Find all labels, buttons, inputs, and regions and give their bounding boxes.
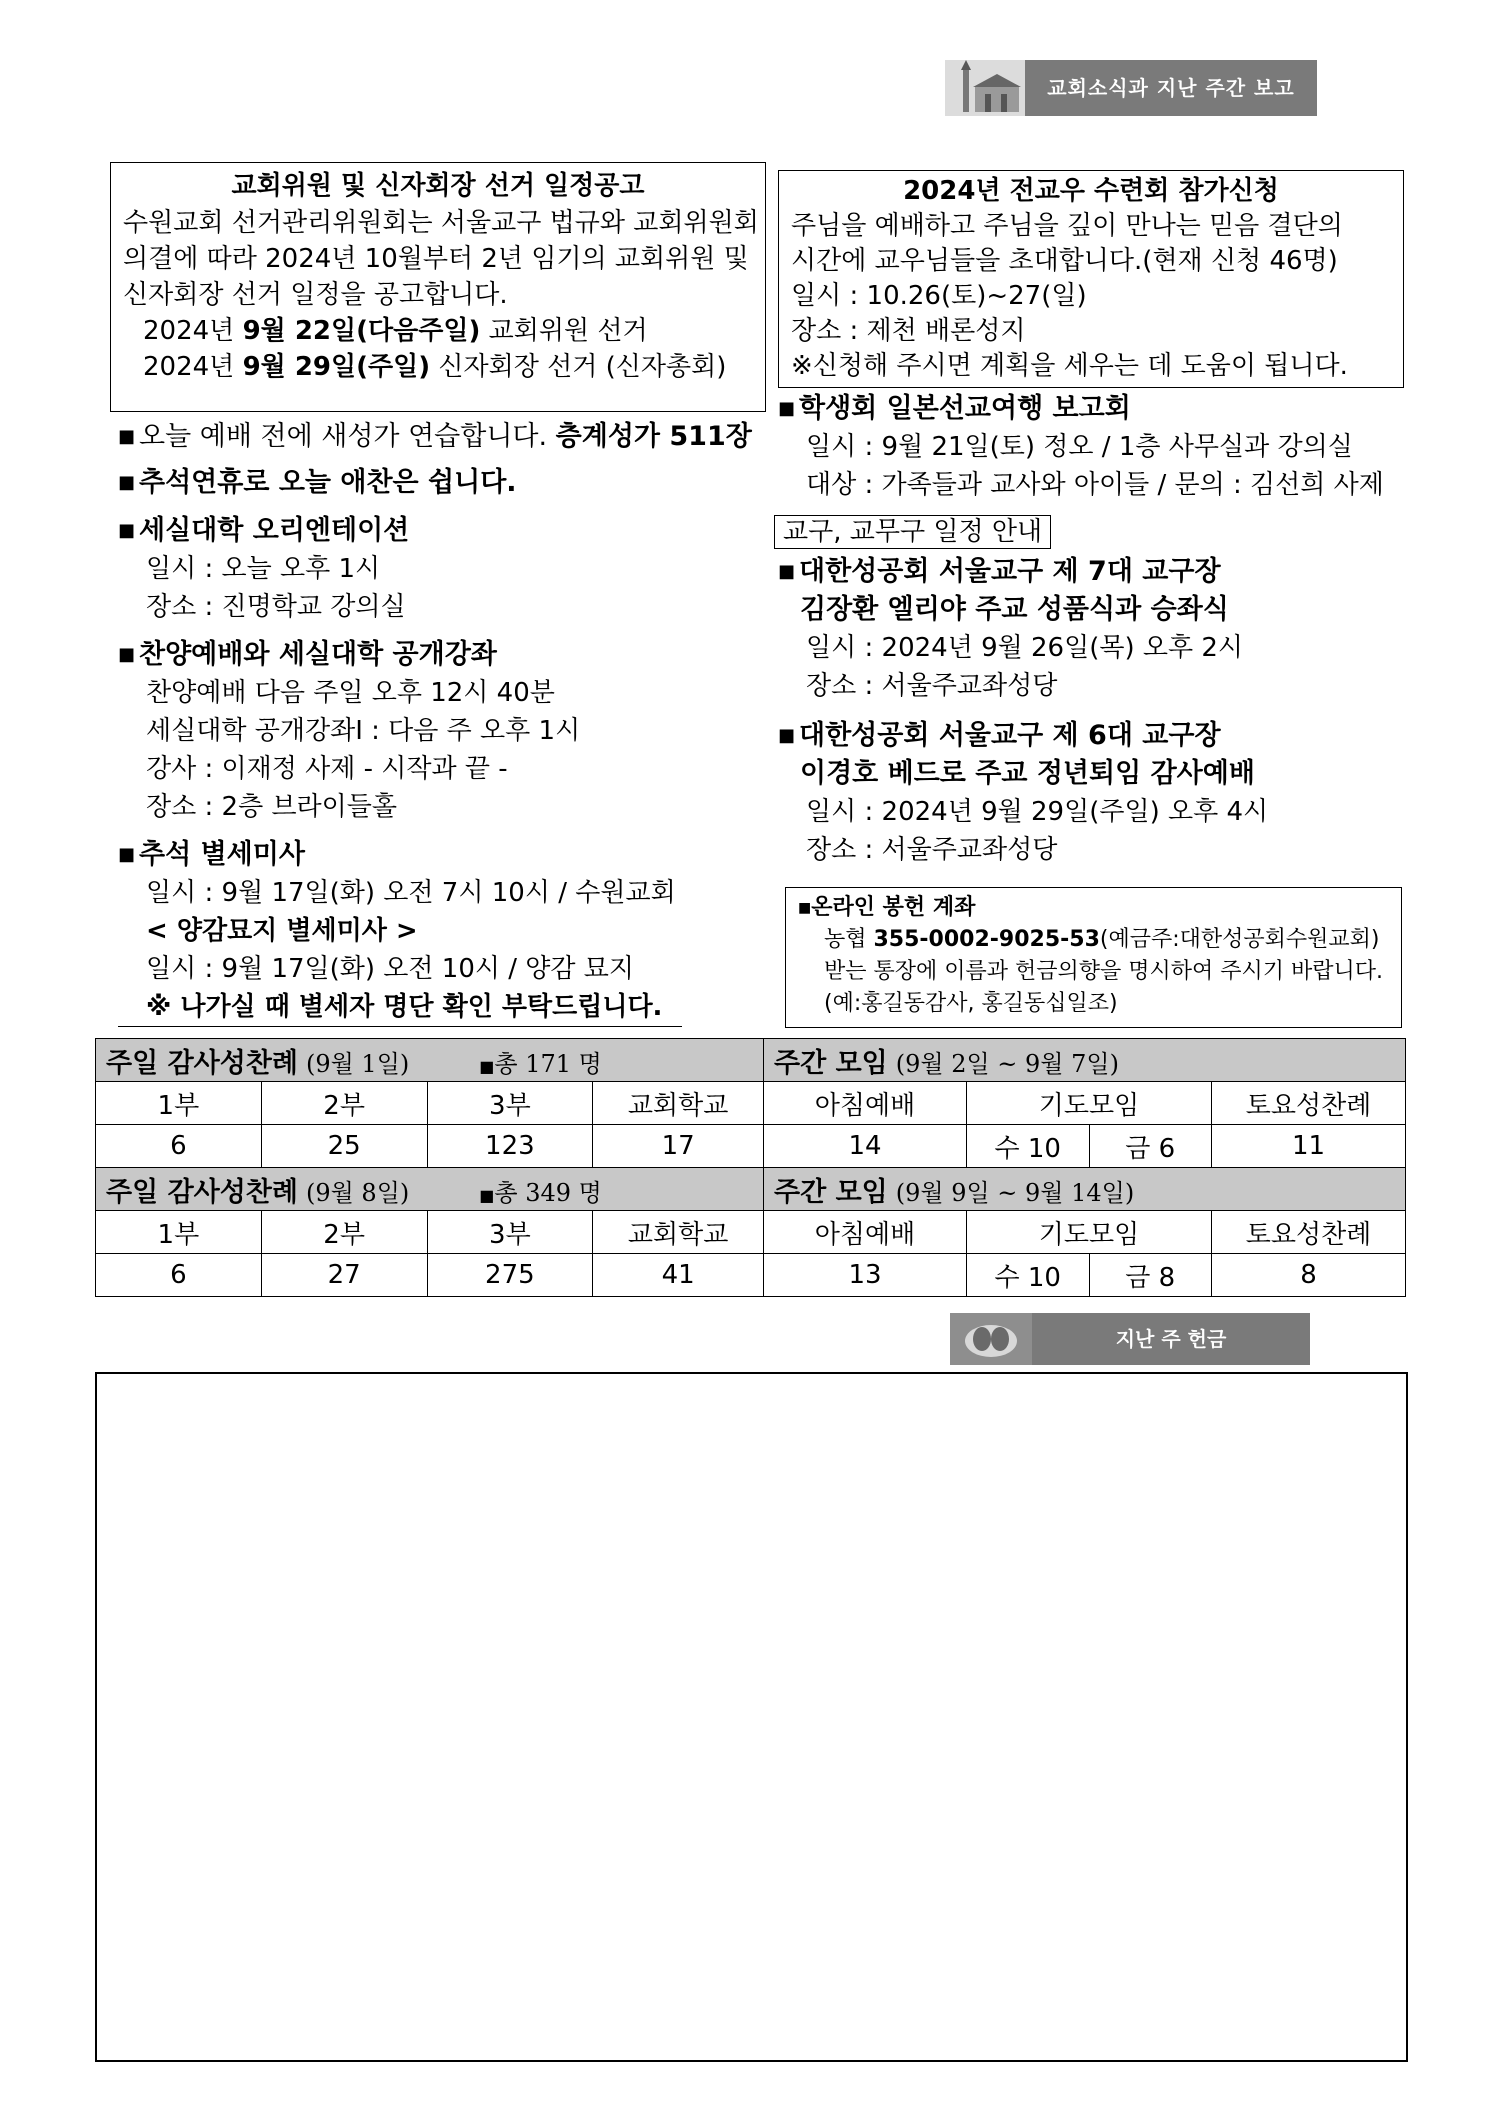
bishop6-line: 일시 : 2024년 9월 29일(주일) 오후 4시 [806,797,1269,827]
table-cell: 123 [427,1125,593,1168]
chuseok-mass-line: 일시 : 9월 17일(화) 오전 7시 10시 / 수원교회 [146,878,676,908]
election-notice-line: 신자회장 선거 일정을 공고합니다. [123,280,508,310]
offering-hands-image [950,1313,1032,1365]
table-cell: 8 [1212,1254,1406,1297]
table-header: 아침예배 [764,1082,967,1125]
retreat-notice-line: 일시 : 10.26(토)~27(일) [791,281,1087,311]
diocese-schedule-tag: 교구, 교무구 일정 안내 [774,515,1051,549]
bishop7-title: ■ 대한성공회 서울교구 제 7대 교구장 [778,556,1221,587]
lecture-line: 세실대학 공개강좌Ⅰ : 다음 주 오후 1시 [146,716,581,746]
retreat-notice-line: 주님을 예배하고 주님을 깊이 만나는 믿음 결단의 [791,211,1343,241]
table-cell: 금 8 [1089,1254,1212,1297]
table-header: 교회학교 [593,1211,764,1254]
online-offering-box [785,887,1402,1028]
attendance-table [95,1038,1406,1297]
bishop7-line: 장소 : 서울주교좌성당 [806,671,1058,701]
table-header: 기도모임 [966,1211,1211,1254]
election-date-2: 2024년 9월 29일(주일) 신자회장 선거 (신자총회) [143,352,727,382]
table-header: 2부 [261,1211,427,1254]
bullet-icon: ■ [479,1056,495,1076]
table-cell: 11 [1212,1125,1406,1168]
table-header: 토요성찬례 [1212,1211,1406,1254]
orientation-line: 장소 : 진명학교 강의실 [146,592,406,622]
lecture-title: ■ 찬양예배와 세실대학 공개강좌 [118,639,497,670]
table-cell: 6 [96,1125,262,1168]
table-header: 아침예배 [764,1211,967,1254]
week2-value-row [96,1254,1406,1297]
table-header: 교회학교 [593,1082,764,1125]
week1-summary-row [96,1039,1406,1082]
last-week-offering-label: 지난 주 헌금 [1032,1313,1310,1365]
election-date-1: 2024년 9월 22일(다음주일) 교회위원 선거 [143,316,648,346]
table-cell: 13 [764,1254,967,1297]
bullet-icon: ■ [778,725,796,746]
retreat-notice-title: 2024년 전교우 수련회 참가신청 [903,176,1279,206]
church-building-image [945,60,1025,116]
week2-header-row [96,1211,1406,1254]
lecture-line: 강사 : 이재정 사제 - 시작과 끝 - [146,754,508,784]
left-column [118,418,758,1027]
right-column [778,390,1408,504]
bishop6-line: 장소 : 서울주교좌성당 [806,835,1058,865]
lecture-line: 장소 : 2층 브라이들홀 [146,792,398,822]
student-report-line: 대상 : 가족들과 교사와 아이들 / 문의 : 김선희 사제 [806,470,1384,500]
bishop6-title: ■ 대한성공회 서울교구 제 6대 교구장 [778,720,1221,751]
retreat-notice-box [778,170,1404,388]
table-cell: 6 [96,1254,262,1297]
bullet-icon: ■ [778,398,796,419]
table-header: 2부 [261,1082,427,1125]
election-notice-box [110,162,766,412]
election-notice-line: 의결에 따라 2024년 10월부터 2년 임기의 교회위원 및 [123,244,749,274]
practice-notice: ■ 오늘 예배 전에 새성가 연습합니다. 층계성가 511장 [118,421,752,452]
table-cell: 14 [764,1125,967,1168]
bishop6-subtitle: 이경호 베드로 주교 정년퇴임 감사예배 [800,758,1255,789]
table-header: 토요성찬례 [1212,1082,1406,1125]
table-header: 3부 [427,1211,593,1254]
weekly-summary-cell: 주간 모임 (9월 2일 ~ 9월 7일) [764,1039,1406,1082]
retreat-notice-line: 시간에 교우님들을 초대합니다.(현재 신청 46명) [791,246,1338,276]
chuseok-notice: ■ 추석연휴로 오늘 애찬은 쉽니다. [118,467,517,498]
table-header: 기도모임 [966,1082,1211,1125]
table-cell: 수 10 [966,1254,1089,1297]
student-report-line: 일시 : 9월 21일(토) 정오 / 1층 사무실과 강의실 [806,432,1353,462]
chuseok-mass-line: 일시 : 9월 17일(화) 오전 10시 / 양감 묘지 [146,954,635,984]
election-notice-title: 교회위원 및 신자회장 선거 일정공고 [231,171,645,201]
chuseok-mass-subtitle: < 양감묘지 별세미사 > [146,916,418,946]
election-notice-line: 수원교회 선거관리위원회는 서울교구 법규와 교회위원회 [123,208,759,238]
offering-account: 농협 355-0002-9025-53(예금주:대한성공회수원교회) [824,927,1380,952]
offering-report-box [95,1372,1408,2062]
chuseok-mass-note: ※ 나가실 때 별세자 명단 확인 부탁드립니다. [118,988,682,1027]
orientation-line: 일시 : 오늘 오후 1시 [146,554,381,584]
bullet-icon: ■ [118,644,136,665]
table-header: 3부 [427,1082,593,1125]
bishop7-line: 일시 : 2024년 9월 26일(목) 오후 2시 [806,633,1244,663]
bullet-icon: ■ [798,900,812,916]
table-cell: 41 [593,1254,764,1297]
weekly-summary-cell: 주간 모임 (9월 9일 ~ 9월 14일) [764,1168,1406,1211]
week1-value-row [96,1125,1406,1168]
retreat-notice-line: ※신청해 주시면 계획을 세우는 데 도움이 됩니다. [791,351,1348,381]
bishop-events [778,553,1408,869]
bullet-icon: ■ [118,472,136,493]
sunday-summary-cell: 주일 감사성찬례 (9월 8일) ■총 349 명 [96,1168,764,1211]
chuseok-mass-title: ■ 추석 별세미사 [118,839,305,870]
bullet-icon: ■ [479,1185,495,1205]
table-cell: 수 10 [966,1125,1089,1168]
week1-header-row [96,1082,1406,1125]
lecture-line: 찬양예배 다음 주일 오후 12시 40분 [146,678,555,708]
bullet-icon: ■ [118,426,136,447]
bullet-icon: ■ [118,844,136,865]
orientation-title: ■ 세실대학 오리엔테이션 [118,515,410,546]
student-report-title: ■ 학생회 일본선교여행 보고회 [778,393,1131,424]
section-header-label: 교회소식과 지난 주간 보고 [1025,60,1317,116]
bishop7-subtitle: 김장환 엘리야 주교 성품식과 승좌식 [800,594,1229,625]
offering-example: (예:홍길동감사, 홍길동십일조) [824,991,1118,1016]
offering-title: ■온라인 봉헌 계좌 [798,895,976,920]
offering-instruction: 받는 통장에 이름과 헌금의향을 명시하여 주시기 바랍니다. [824,959,1384,984]
sunday-summary-cell: 주일 감사성찬례 (9월 1일) ■총 171 명 [96,1039,764,1082]
bullet-icon: ■ [118,520,136,541]
bullet-icon: ■ [778,561,796,582]
table-cell: 금 6 [1089,1125,1212,1168]
retreat-notice-line: 장소 : 제천 배론성지 [791,316,1026,346]
table-header: 1부 [96,1211,262,1254]
table-cell: 275 [427,1254,593,1297]
table-cell: 25 [261,1125,427,1168]
table-cell: 27 [261,1254,427,1297]
table-header: 1부 [96,1082,262,1125]
week2-summary-row [96,1168,1406,1211]
table-cell: 17 [593,1125,764,1168]
